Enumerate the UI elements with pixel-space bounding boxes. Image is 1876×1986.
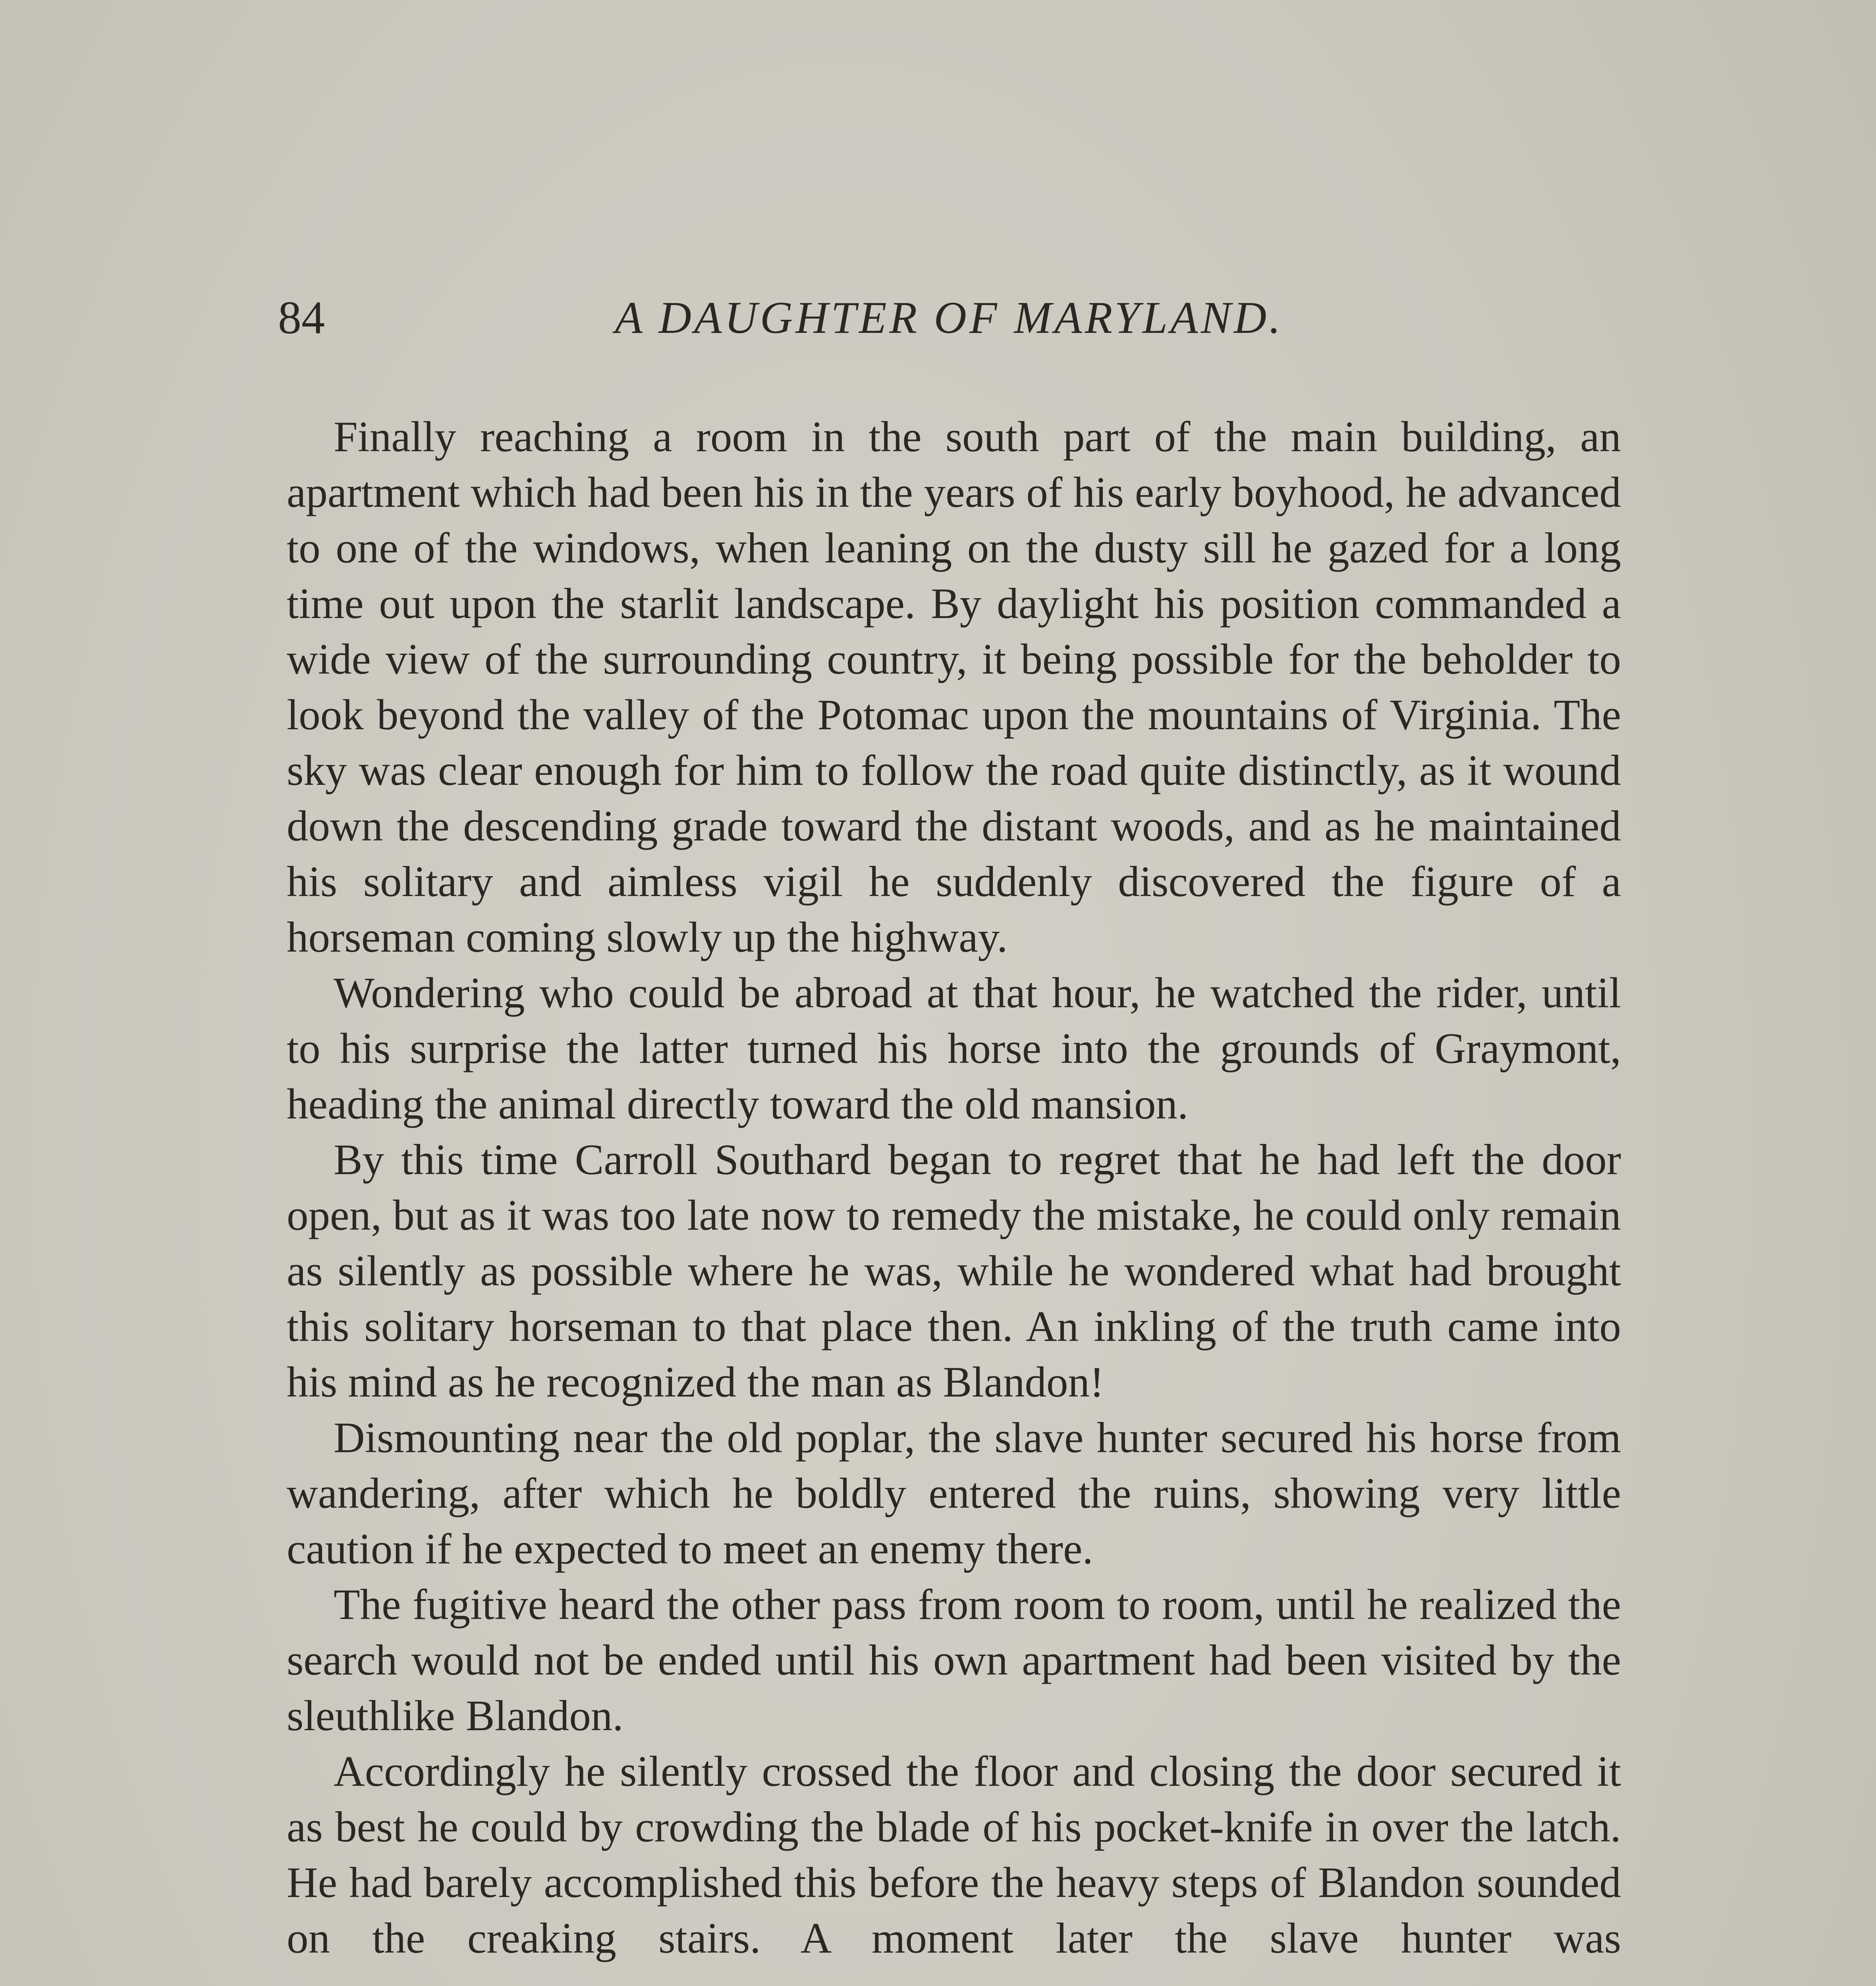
running-title: A DAUGHTER OF MARYLAND. (615, 292, 1283, 343)
body-text (287, 409, 1621, 1966)
paragraph: The fugitive heard the other pass from room to room, until he realized the search would not be ended until his own apartment had been visited by the sleuthlike Blandon. (287, 1580, 1621, 1740)
page-number: 84 (278, 292, 325, 344)
paragraph: Finally reaching a room in the south part of the main building, an apartment which had been his in the years of his early boyhood, he advanced to one of the windows, when leaning on the dusty sill he gazed for a long time out upon the starlit landscape. By daylight his position commanded a wide view of the surrounding country, it being possible for the beholder to look beyond the valley of the Potomac upon the mountains of Virginia. The sky was clear enough for him to follow the road quite distinctly, as it wound down the descending grade toward the distant woods, and as he maintained his solitary and aimless vigil he suddenly discovered the figure of a horseman coming slowly up the highway. (287, 413, 1621, 961)
paragraph: By this time Carroll Southard began to regret that he had left the door open, but as it was too late now to remedy the mistake, he could only remain as silently as possible where he was, while he wondered what had brought this solitary horseman to that place then. An inkling of the truth came into his mind as he recognized the man as Blandon! (287, 1136, 1621, 1406)
page-header (278, 286, 1620, 350)
paragraph: Accordingly he silently crossed the floor and closing the door secured it as best he could by crowding the blade of his pocket-knife in over the latch. He had barely accomplished this before the heavy steps of Blandon sounded on the creaking stairs. A moment later the slave hunter was (287, 1747, 1621, 1962)
paragraph: Dismounting near the old poplar, the slave hunter secured his horse from wandering, after which he boldly entered the ruins, showing very little caution if he expected to meet an enemy there. (287, 1414, 1621, 1573)
paragraph: Wondering who could be abroad at that hour, he watched the rider, until to his surprise the latter turned his horse into the grounds of Graymont, heading the animal directly toward the old mansion. (287, 969, 1621, 1128)
